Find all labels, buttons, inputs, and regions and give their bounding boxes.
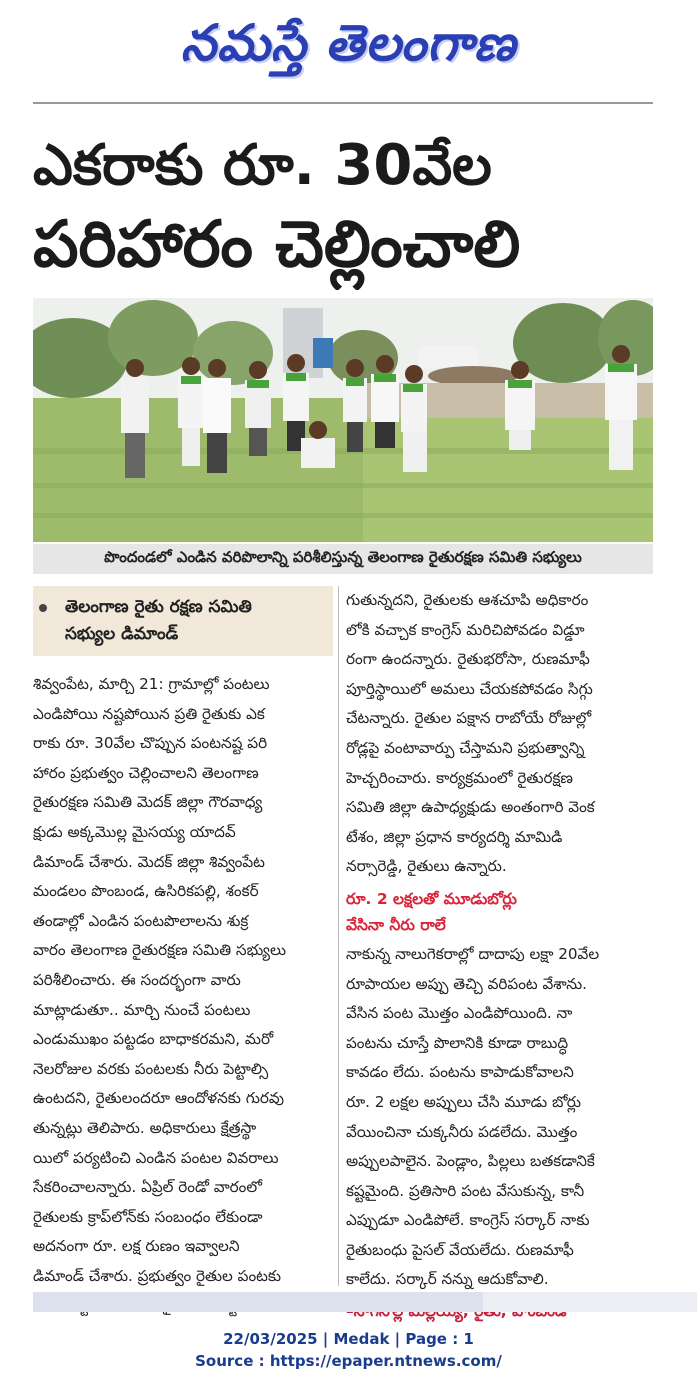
body-line: యిలో పర్యటించి ఎండిన పంటల వివరాలు — [33, 1148, 279, 1167]
body-line: రైతురక్షణ సమితి మెదక్ జిల్లా గౌరవాధ్య — [33, 793, 263, 812]
body-line: తండాల్లో ఎండిన పంటపొలాలను శుక్ర — [33, 911, 249, 930]
body-line: హెచ్చరించారు. కార్యక్రమంలో రైతురక్షణ — [346, 768, 573, 787]
body-line: ఎండుముఖం పట్టడం బాధాకరమని, మరో — [33, 1030, 274, 1049]
body-line: రైతుబంధు పైసల్ వేయలేదు. రుణమాఫీ — [346, 1240, 574, 1259]
body-line: వేసిన పంట మొత్తం ఎండిపోయింది. నా — [346, 1004, 573, 1023]
page-bottom-band — [33, 1292, 697, 1312]
kicker-box — [33, 586, 333, 656]
body-line: టేశం, జిల్లా ప్రధాన కార్యదర్శి మామిడి — [346, 827, 563, 846]
page-bottom-band-inner — [33, 1292, 483, 1312]
body-line: క్షుడు అక్కమొల్ల మైసయ్య యాదవ్ — [33, 822, 236, 841]
body-line: సేకరించాలన్నారు. ఏప్రిల్ రెండో వారంలో — [33, 1178, 262, 1197]
body-line: మాట్లాడుతూ.. మార్చి నుంచే పంటలు — [33, 1000, 251, 1019]
masthead — [0, 0, 697, 98]
footer — [0, 1328, 697, 1372]
body-line: తున్నట్లు తెలిపారు. అధికారులు క్షేత్రస్థా — [33, 1118, 257, 1137]
body-line: నెలరోజుల వరకు పంటలకు నీరు పెట్టాల్సి — [33, 1059, 269, 1078]
body-line: డిమాండ్ చేశారు. ప్రభుత్వం రైతుల పంటకు — [33, 1266, 282, 1285]
left-body — [33, 670, 333, 1321]
body-line: సమితి జిల్లా ఉపాధ్యక్షుడు అంతంగారి వెంక — [346, 798, 595, 817]
news-photo — [33, 298, 653, 542]
footer-source-link[interactable]: Source : https://epaper.ntnews.com/ — [195, 1352, 502, 1370]
footer-dateline: 22/03/2025 | Medak | Page : 1 — [223, 1330, 474, 1348]
body-line: రూ. 2 లక్షల అప్పులు చేసి మూడు బోర్లు — [346, 1092, 582, 1111]
body-line: కావడం లేదు. పంటను కాపాడుకోవాలని — [346, 1063, 574, 1082]
subheading-line-2: వేసినా నీరు రాలే — [346, 915, 446, 934]
body-line: పరిశీలించారు. ఈ సందర్భంగా వారు — [33, 970, 241, 989]
body-line: వారం తెలంగాణ రైతురక్షణ సమితి సభ్యులు — [33, 941, 287, 960]
photo-caption: పొందండలో ఎండిన వరిపొలాన్ని పరిశీలిస్తున్న తెలంగాణ రైతురక్షణ సమితి సభ్యులు — [33, 544, 653, 574]
column-divider — [338, 586, 339, 1286]
body-line: గుతున్నదని, రైతులకు ఆశచూపి అధికారం — [346, 591, 589, 609]
body-line: మండలం పొంబండ, ఉసిరికపల్లి, శంకర్ — [33, 882, 259, 901]
body-line: ఎండిపోయి నష్టపోయిన ప్రతి రైతుకు ఎక — [33, 704, 265, 723]
subheading-line-1: రూ. 2 లక్షలతో మూడుబోర్లు — [346, 889, 517, 908]
body-line: అదనంగా రూ. లక్ష రుణం ఇవ్వాలని — [33, 1237, 240, 1256]
body-line: చేటన్నారు. రైతుల పక్షాన రాబోయే రోజుల్లో — [346, 709, 592, 728]
body-line: వేయించినా చుక్కనీరు పడలేదు. మొత్తం — [346, 1122, 578, 1141]
body-line: కాలేదు. సర్కార్ నన్ను ఆదుకోవాలి. — [346, 1270, 549, 1289]
body-line: నాకున్న నాలుగెకరాల్లో దాదాపు లక్షా 20వేల — [346, 944, 600, 963]
right-body-b — [346, 940, 661, 1295]
body-line: కష్టమైంది. ప్రతిసారి పంట వేసుకున్న, కానీ — [346, 1181, 585, 1200]
right-column — [346, 586, 661, 1325]
body-line: శివ్వంపేట, మార్చి 21: గ్రామాల్లో పంటలు — [33, 675, 270, 693]
body-line: రైతులకు క్రాప్‌లోన్‌కు సంబంధం లేకుండా — [33, 1207, 263, 1226]
body-line: ఉంటదని, రైతులందరూ ఆందోళనకు గురవు — [33, 1089, 285, 1108]
left-column — [33, 586, 333, 1321]
body-line: డిమాండ్ చేశారు. మెదక్ జిల్లా శివ్వంపేట — [33, 852, 265, 871]
body-line: పంటను చూస్తే పొలానికి కూడా రాబుద్ధి — [346, 1033, 569, 1052]
body-line: రాకు రూ. 30వేల చొప్పున పంటనష్ట పరి — [33, 734, 268, 753]
body-line: రూపాయల అప్పు తెచ్చి వరిపంట వేశాను. — [346, 974, 587, 993]
masthead-divider — [33, 102, 653, 104]
headline-line-1: ఎకరాకు రూ. 30వేల — [33, 133, 492, 198]
body-line: అప్పులపాలైన. పెండ్లాం, పిల్లలు బతకడానికే — [346, 1152, 595, 1171]
body-line: పూర్తిస్థాయిలో అమలు చేయకపోవడం సిగ్గు — [346, 679, 593, 698]
right-body-a — [346, 586, 661, 882]
body-line: రంగా ఉందన్నారు. రైతుభరోసా, రుణమాఫీ — [346, 650, 590, 669]
body-line: నర్సారెడ్డి, రైతులు ఉన్నారు. — [346, 857, 507, 876]
newspaper-logo: నమస్తే తెలంగాణ — [180, 13, 517, 72]
body-line: ఎప్పుడూ ఎండిపోలే. కాంగ్రెస్ సర్కార్ నాకు — [346, 1211, 590, 1230]
body-line: రోడ్లపై వంటావార్పు చేస్తామని ప్రభుత్వాన్ని — [346, 738, 585, 757]
subheading — [346, 886, 661, 938]
kicker-line-2: సభ్యుల డిమాండ్ — [65, 624, 179, 644]
body-line: హారం ప్రభుత్వం చెల్లించాలని తెలంగాణ — [33, 763, 259, 782]
headline-line-2: పరిహారం చెల్లించాలి — [33, 208, 521, 282]
body-line: లోకి వచ్చాక కాంగ్రెస్ మరిచిపోవడం విడ్డూ — [346, 620, 585, 639]
kicker-line-1: తెలంగాణ రైతు రక్షణ సమితి — [65, 597, 252, 617]
bullet-icon — [39, 604, 47, 612]
